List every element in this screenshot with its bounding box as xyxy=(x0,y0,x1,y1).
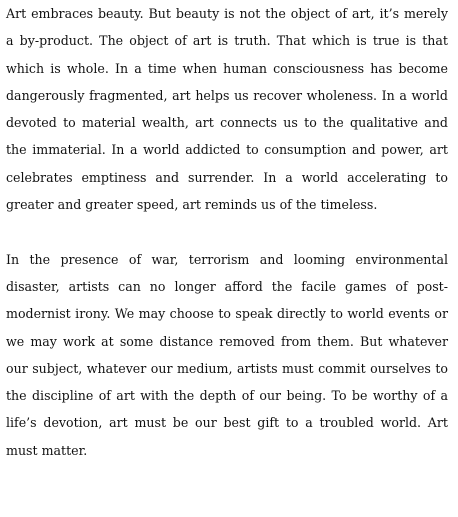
paragraph-art-must-matter: In the presence of war, terrorism and looming environmental disaster, artists can no longer afford the facile games of post-modernist irony. We may choose to speak directly to world events or we may work at some distance removed from them. But whatever our subject, whatever our medium, artists must commit ourselves to the discipline of art with the depth of our being. To be worthy of a life’s devotion, art must be our best gift to a troubled world. Art must matter. xyxy=(6,251,448,458)
document-body xyxy=(6,0,448,464)
paragraph-art-and-truth: Art embraces beauty. But beauty is not the object of art, it’s merely a by-product. The object of art is truth. That which is true is that which is whole. In a time when human consciousness has become dangerously fragmented, art helps us recover wholeness. In a world devoted to material wealth, art connects us to the qualitative and the immaterial. In a world addicted to consumption and power, art celebrates emptiness and surrender. In a world accelerating to greater and greater speed, art reminds us of the timeless. xyxy=(6,6,448,213)
